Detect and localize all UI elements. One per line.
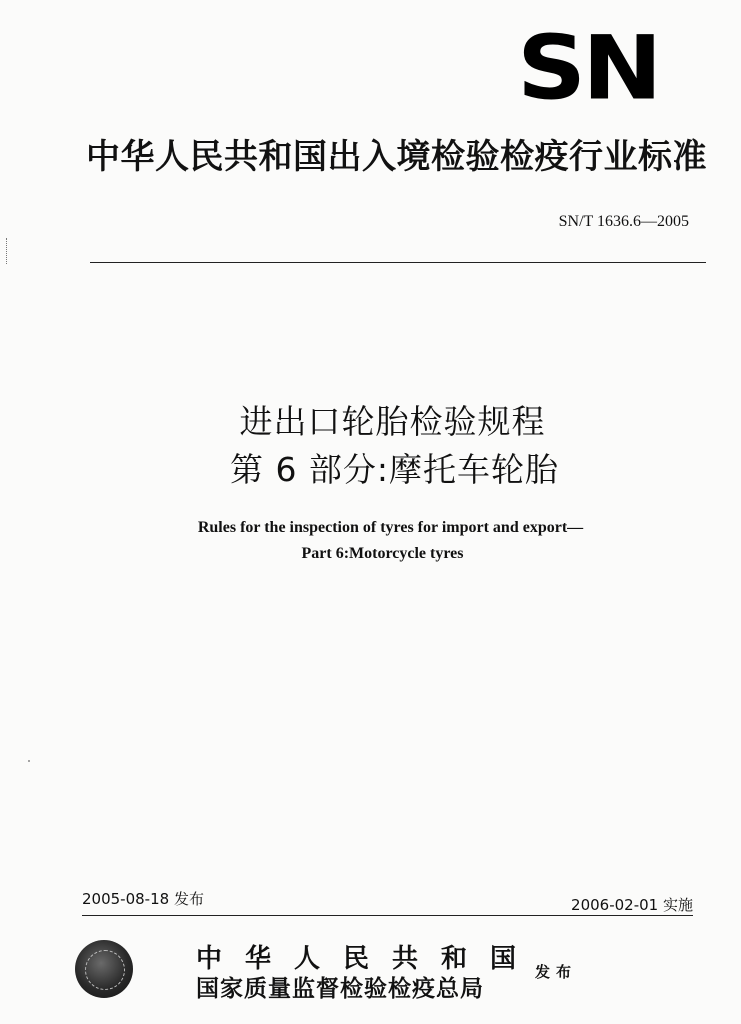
header-divider (90, 262, 706, 263)
seal-emblem-icon (75, 940, 133, 998)
implementation-date: 2006-02-01 实施 (571, 896, 693, 914)
issuer-line-2: 国家质量监督检验检疫总局 (196, 975, 484, 1002)
issuer-action: 发布 (535, 963, 578, 981)
issuer-block (196, 944, 539, 1004)
issue-date: 2005-08-18 发布 (82, 890, 204, 908)
scan-speck (28, 760, 30, 762)
chinese-title-line-2: 第 6 部分:摩托车轮胎 (229, 450, 560, 489)
standard-number: SN/T 1636.6—2005 (558, 213, 689, 230)
chinese-title-line-1: 进出口轮胎检验规程 (239, 402, 546, 441)
issuer-line-1: 中华人民共和国 (196, 944, 540, 974)
sn-logo: SN (517, 16, 659, 120)
margin-dots (6, 238, 11, 264)
organization-title: 中华人民共和国出入境检验检疫行业标准 (86, 137, 707, 177)
footer-divider (82, 915, 693, 916)
english-title-line-1: Rules for the inspection of tyres for import and export— (197, 519, 584, 536)
english-title-line-2: Part 6:Motorcycle tyres (301, 545, 464, 562)
seal-inner-ring (85, 950, 125, 990)
